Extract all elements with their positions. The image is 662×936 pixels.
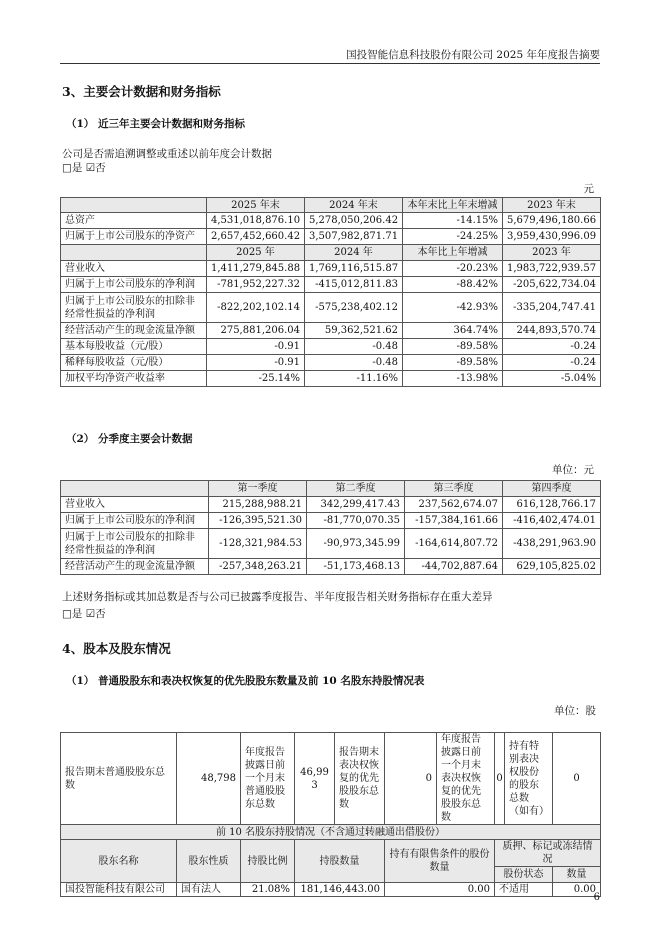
table-cell: -416,402,474.01 (503, 513, 601, 529)
table-cell: 616,128,766.17 (503, 497, 601, 513)
table-cell: -81,770,070.35 (307, 513, 405, 529)
table-cell: -0.91 (207, 339, 305, 355)
table-cell: -11.16% (305, 371, 403, 387)
page-number: 6 (593, 892, 600, 903)
special-vote-holders-value: 0 (553, 733, 601, 825)
quarterly-table (60, 480, 601, 575)
table-cell: 364.74% (403, 323, 503, 339)
table-cell: -0.48 (305, 355, 403, 371)
header-divider (60, 63, 600, 64)
table-cell: -164,614,807.72 (405, 529, 503, 559)
table-cell: 244,893,570.74 (503, 323, 601, 339)
table-cell: 3,959,430,996.09 (503, 229, 601, 245)
row-label: 营业收入 (61, 261, 207, 277)
row-label: 营业收入 (61, 497, 209, 513)
table-cell: 5,679,496,180.66 (503, 213, 601, 229)
table-cell: -0.91 (207, 355, 305, 371)
table-cell: -822,202,102.14 (207, 293, 305, 323)
table1-header-cell: 2025 年末 (207, 198, 305, 213)
common-holders-value: 48,798 (177, 733, 241, 825)
table2-header-cell: 第四季度 (503, 481, 601, 497)
top10-title: 前 10 名股东持股情况（不含通过转融通出借股份） (61, 825, 601, 840)
holder-pledge-qty: 0.00 (553, 883, 601, 897)
row-label: 加权平均净资产收益率 (61, 371, 207, 387)
table1-header-cell (61, 245, 207, 261)
table-row (61, 293, 601, 323)
pref-holders-value: 0 (385, 733, 437, 825)
common-holders-label: 报告期末普通股股东总数 (61, 733, 177, 825)
row-label: 归属于上市公司股东的净资产 (61, 229, 207, 245)
table-cell: 629,105,825.02 (503, 559, 601, 575)
table-row (61, 355, 601, 371)
table-cell: 1,411,279,845.88 (207, 261, 305, 277)
top10-title-row (61, 825, 601, 840)
col-name-header: 股东名称 (61, 840, 177, 883)
pref-holders-label: 报告期末表决权恢复的优先股股东总数 (335, 733, 385, 825)
col-ratio-header: 持股比例 (241, 840, 295, 883)
shareholder-count-row (61, 733, 601, 825)
section-3-1-title: （1） 近三年主要会计数据和财务指标 (66, 118, 245, 130)
table-cell: 1,983,722,939.57 (503, 261, 601, 277)
table-cell: -575,238,402.12 (305, 293, 403, 323)
table-cell: -257,348,263.21 (209, 559, 307, 575)
restate-question: 公司是否需追溯调整或重述以前年度会计数据 (62, 148, 272, 160)
table-cell: -126,395,521.30 (209, 513, 307, 529)
table-cell: -44,702,887.64 (405, 559, 503, 575)
table-row (61, 323, 601, 339)
col-pledge-qty-header: 数量 (553, 867, 601, 883)
row-label: 归属于上市公司股东的净利润 (61, 513, 209, 529)
table-cell: -14.15% (403, 213, 503, 229)
section-4-title: 4、股本及股东情况 (62, 641, 171, 656)
common-holders-prior-value: 46,993 (295, 733, 335, 825)
holder-ratio: 21.08% (241, 883, 295, 897)
table-cell: -128,321,984.53 (209, 529, 307, 559)
table1-header-cell: 2024 年 (305, 245, 403, 261)
table-cell: 275,881,206.04 (207, 323, 305, 339)
table-cell: 1,769,116,515.87 (305, 261, 403, 277)
table-cell: -89.58% (403, 339, 503, 355)
common-holders-prior-label: 年度报告披露日前一个月末普通股股东总数 (241, 733, 295, 825)
row-label: 稀释每股收益（元/股） (61, 355, 207, 371)
section-4-1-title: （1） 普通股股东和表决权恢复的优先股股东数量及前 10 名股东持股情况表 (66, 675, 425, 687)
table1-header-b (61, 245, 601, 261)
restate-answer: □是 ☑否 (62, 162, 106, 174)
holder-restricted-qty: 0.00 (385, 883, 495, 897)
table-cell: -88.42% (403, 277, 503, 293)
table1-header-cell: 2023 年末 (503, 198, 601, 213)
table1-header-cell (61, 198, 207, 213)
pref-holders-prior-value: 0 (495, 733, 505, 825)
table-row (61, 213, 601, 229)
table1-header-a (61, 198, 601, 213)
table-cell: -0.24 (503, 339, 601, 355)
col-qty-header: 持股数量 (295, 840, 385, 883)
table3-unit: 单位：股 (554, 705, 596, 717)
holder-name: 国投智能科技有限公司 (61, 883, 177, 897)
table-cell: -0.24 (503, 355, 601, 371)
table-cell: -89.58% (403, 355, 503, 371)
table-cell: -20.23% (403, 261, 503, 277)
section-3-2-title: （2） 分季度主要会计数据 (66, 433, 193, 445)
table-cell: -24.25% (403, 229, 503, 245)
row-label: 基本每股收益（元/股） (61, 339, 207, 355)
row-label: 归属于上市公司股东的扣除非经常性损益的净利润 (61, 293, 207, 323)
table-cell: -5.04% (503, 371, 601, 387)
table-cell: 215,288,988.21 (209, 497, 307, 513)
table-cell: 2,657,452,660.42 (207, 229, 305, 245)
table2-header-cell: 第一季度 (209, 481, 307, 497)
table-cell: 3,507,982,871.71 (305, 229, 403, 245)
table1-header-cell: 2025 年 (207, 245, 305, 261)
shareholder-table (60, 732, 601, 897)
table-cell: 237,562,674.07 (405, 497, 503, 513)
col-restricted-header: 持有有限售条件的股份数量 (385, 840, 495, 883)
table1-header-cell: 本年末比上年末增减 (403, 198, 503, 213)
table-cell: -415,012,811.83 (305, 277, 403, 293)
row-label: 经营活动产生的现金流量净额 (61, 559, 209, 575)
table-cell: -205,622,734.04 (503, 277, 601, 293)
holder-pledge-status: 不适用 (495, 883, 553, 897)
table-row (61, 229, 601, 245)
table2-unit: 单位：元 (552, 464, 594, 476)
table-row (61, 371, 601, 387)
table-cell: -781,952,227.32 (207, 277, 305, 293)
table-cell: 4,531,018,876.10 (207, 213, 305, 229)
special-vote-holders-label: 持有特别表决权股份的股东总数（如有） (505, 733, 553, 825)
diff-question: 上述财务指标或其加总数是否与公司已披露季度报告、半年度报告相关财务指标存在重大差异 (62, 591, 493, 603)
table-cell: -42.93% (403, 293, 503, 323)
table-cell: -157,384,161.66 (405, 513, 503, 529)
table-row (61, 559, 601, 575)
page-header: 国投智能信息科技股份有限公司 2025 年年度报告摘要 (346, 49, 600, 61)
table-cell: 59,362,521.62 (305, 323, 403, 339)
annual-financial-table (60, 197, 601, 387)
col-pledge-status-header: 股份状态 (495, 867, 553, 883)
table-cell: -438,291,963.90 (503, 529, 601, 559)
table1-header-cell: 2024 年末 (305, 198, 403, 213)
diff-answer: □是 ☑否 (62, 608, 106, 620)
table-row (61, 529, 601, 559)
col-nature-header: 股东性质 (177, 840, 241, 883)
col-pledge-header: 质押、标记或冻结情况 (495, 840, 601, 867)
holder-nature: 国有法人 (177, 883, 241, 897)
table-row (61, 883, 601, 897)
table-cell: 342,299,417.43 (307, 497, 405, 513)
row-label: 总资产 (61, 213, 207, 229)
table-row (61, 513, 601, 529)
table-cell: 5,278,050,206.42 (305, 213, 403, 229)
row-label: 归属于上市公司股东的净利润 (61, 277, 207, 293)
row-label: 经营活动产生的现金流量净额 (61, 323, 207, 339)
table-cell: -335,204,747.41 (503, 293, 601, 323)
table2-header-cell: 第三季度 (405, 481, 503, 497)
table-row (61, 339, 601, 355)
table-cell: -51,173,468.13 (307, 559, 405, 575)
row-label: 归属于上市公司股东的扣除非经常性损益的净利润 (61, 529, 209, 559)
table1-header-cell: 本年比上年增减 (403, 245, 503, 261)
pref-holders-prior-label: 年度报告披露日前一个月末表决权恢复的优先股股东总数 (437, 733, 495, 825)
section-3-title: 3、主要会计数据和财务指标 (62, 84, 221, 99)
table-cell: -90,973,345.99 (307, 529, 405, 559)
table-cell: -13.98% (403, 371, 503, 387)
table2-header (61, 481, 601, 497)
table-row (61, 497, 601, 513)
table-cell: -25.14% (207, 371, 305, 387)
table1-unit: 元 (583, 183, 594, 195)
table-row (61, 277, 601, 293)
top10-header-row (61, 840, 601, 867)
table2-header-cell: 第二季度 (307, 481, 405, 497)
table-cell: -0.48 (305, 339, 403, 355)
table-row (61, 261, 601, 277)
holder-qty: 181,146,443.00 (295, 883, 385, 897)
table2-header-cell (61, 481, 209, 497)
table1-header-cell: 2023 年 (503, 245, 601, 261)
